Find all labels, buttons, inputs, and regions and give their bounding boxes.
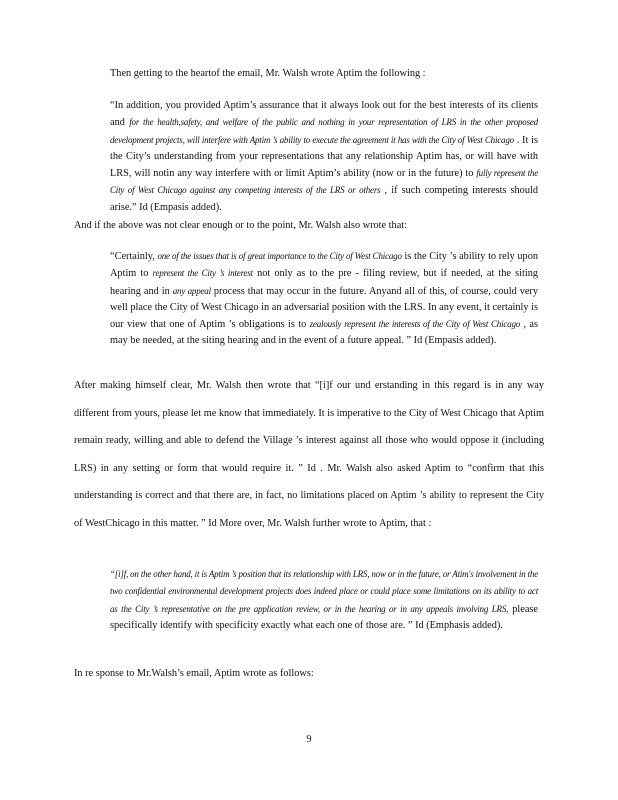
quote-2-emphasis-b: represent the City ’s interest (152, 268, 253, 279)
quote-2-text-e: , as may be needed, at the siting hearing and in the event of a future appeal. ” Id (Empasis added). (110, 319, 538, 347)
block-quote-2 (110, 248, 538, 350)
quote-3-emphasis-a: “[i]f, on the other hand, it is Aptim ’s position that its relationship with LRS, now or in the future, or Atim's involvement in the two confidential environmental development projects does indeed place or could place some limitations on its ability to act as the City ’s representative on the pre application review, or in the hearing or in any appeals involving LRS, (110, 569, 538, 614)
block-quote-1 (110, 98, 538, 216)
paragraph-intro: Then getting to the heartof the email, Mr. Walsh wrote Aptim the following : (110, 68, 426, 79)
paragraph-after-making-clear: After making himself clear, Mr. Walsh then wrote that “[i]f our und erstanding in this regard is in any way different from yours, please let me know that immediately. It is imperative to the City of West Chicago that Aptim remain ready, willing and able to defend the Village ’s interest against all those who would oppose it (including LRS) in any setting or form that would require it. ” Id . Mr. Walsh also asked Aptim to “confirm that this understanding is correct and that there are, in fact, no limitations placed on Aptim ’s ability to represent the City of WestChicago in this matter. ” Id More over, Mr. Walsh further wrote to Aptim, that : (74, 380, 544, 529)
paragraph-in-response: In re sponse to Mr.Walsh’s email, Aptim wrote as follows: (74, 668, 314, 679)
quote-2-text-a: “Certainly, (110, 251, 158, 262)
block-quote-3 (110, 566, 538, 634)
quote-2-emphasis-d: zealously represent the interests of the City of West Chicago (309, 319, 521, 330)
quote-1-emphasis-a: for the health,safety, and welfare of the public and nothing in your representation of LRS in the other proposed development projects, will interfere with Aptim ’s ability to execute the agreement it has with the City of West Chicago (110, 117, 538, 145)
quote-1-text-b: . It is the City’s understanding from your representations that any relationship Aptim has, or will have with LRS, will notin any way interfere with or limit Aptim’s ability (now or in the future) to (110, 134, 538, 180)
quote-1-text-a: “In addition, you provided Aptim’s assurance that it always look out for the best interests of its clients and (110, 100, 538, 129)
quote-2-emphasis-c: any appeal (172, 285, 211, 296)
quote-1-emphasis-b: fully represent the City of West Chicago against any competing interests of the LRS or others (110, 168, 538, 196)
quote-2-text-d: process that may occur in the future. Anyand all of this, of course, could very well place the City of West Chicago in an adversarial position with the LRS. In any event, it certainly is our view that one of Aptim ’s obligations is to (110, 285, 538, 331)
quote-2-emphasis-a: one of the issues that is of great importance to the City of West Chicago (157, 251, 402, 261)
quote-3-text-a: please specifically identify with specificity exactly what each one of those are. ” Id (Emphasis added). (110, 603, 538, 631)
page-number: 9 (306, 734, 312, 745)
quote-2-text-c: not only as to the pre - filing review, but if needed, at the siting hearing and in (110, 268, 538, 297)
paragraph-not-clear-enough: And if the above was not clear enough or to the point, Mr. Walsh also wrote that: (74, 220, 407, 231)
quote-1-text-c: , if such competing interests should arise.” Id (Empasis added). (110, 185, 538, 213)
quote-2-text-b: is the City ’s ability to rely upon Aptim to (110, 251, 538, 280)
